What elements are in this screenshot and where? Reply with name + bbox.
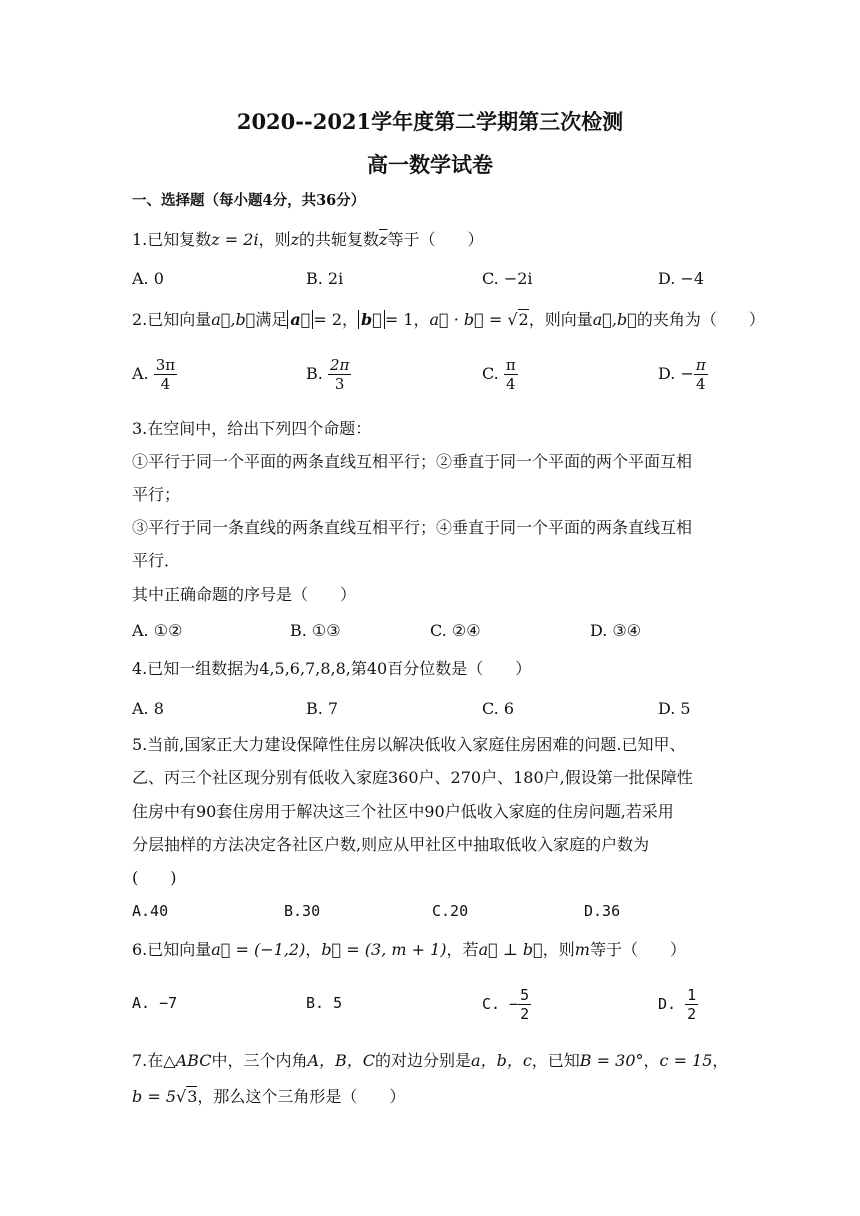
question-6-options [132, 986, 732, 1030]
option-c: C. $\frac{\pi}{4}$ [482, 356, 516, 393]
option-b: B. 5 [306, 994, 343, 1012]
question-2-stem: 2.已知向量a⃗,b⃗满足 a⃗ = 2， b⃗ = 1，a⃗ · b⃗ = √2，则向量a⃗,b⃗的夹角为（ ） [132, 310, 765, 329]
option-c: C. − $\frac{5}{2}$ [482, 986, 530, 1023]
section-heading: 一、选择题（每小题4分，共36分） [132, 192, 366, 209]
option-a: A. $\frac{3\pi}{4}$ [132, 356, 176, 393]
question-3-prompt: 其中正确命题的序号是（ ） [132, 585, 357, 604]
exam-subtitle: 高一数学试卷 [367, 152, 493, 177]
option-b: B. ①③ [290, 621, 341, 640]
option-d: D. −4 [658, 269, 705, 288]
option-b: B. 7 [306, 699, 339, 718]
question-5-stem: 5.当前,国家正大力建设保障性住房以解决低收入家庭住房困难的问题.已知甲、 [132, 735, 686, 754]
sqrt-3: 3 [187, 1087, 198, 1106]
question-5-line: ( ) [132, 868, 177, 887]
question-5-line: 住房中有90套住房用于解决这三个社区中90户低收入家庭的住房问题,若采用 [132, 802, 674, 821]
abs-a: a⃗ [287, 310, 313, 329]
question-7-stem: 7.在△ABC中，三个内角A，B，C的对边分别是a，b，c，已知B = 30°，c = 15， [132, 1051, 729, 1070]
question-3-line: 平行． [132, 551, 181, 570]
q1-expr: z = 2i [211, 230, 259, 249]
option-d: D. − $\frac{\pi}{4}$ [658, 356, 706, 393]
question-3-options [132, 621, 732, 655]
exam-title: 2020--2021学年度第二学期第三次检测 [236, 109, 624, 134]
option-b: B. $\frac{2\pi}{3}$ [306, 356, 350, 393]
z-conjugate: $\overline{z}$ [379, 230, 388, 249]
question-3-line: ③平行于同一条直线的两条直线互相平行；④垂直于同一个平面的两条直线互相 [132, 518, 693, 537]
option-b: B.30 [284, 902, 321, 920]
option-c: C. 6 [482, 699, 515, 718]
question-5-options [132, 902, 732, 936]
question-5-line: 分层抽样的方法决定各社区户数,则应从甲社区中抽取低收入家庭的户数为 [132, 835, 650, 854]
question-4-stem: 4.已知一组数据为4,5,6,7,8,8,第40百分位数是（ ） [132, 659, 532, 678]
option-c: C. −2i [482, 269, 533, 288]
question-1-options [132, 269, 732, 303]
option-d: D.36 [584, 902, 621, 920]
question-2-options [132, 356, 732, 400]
option-a: A. 0 [132, 269, 164, 288]
question-3-line: ①平行于同一个平面的两条直线互相平行；②垂直于同一个平面的两个平面互相 [132, 452, 693, 471]
question-3-line: 平行； [132, 485, 181, 504]
option-d: D. $\frac{1}{2}$ [658, 986, 697, 1023]
option-a: A. 8 [132, 699, 164, 718]
question-4-options [132, 699, 732, 733]
option-d: D. 5 [658, 699, 691, 718]
question-1-stem: 1.已知复数z = 2i，则z的共轭复数$\overline{z}$等于（ ） [132, 230, 484, 249]
option-a: A. ①② [132, 621, 183, 640]
question-3-stem: 3.在空间中，给出下列四个命题： [132, 419, 372, 438]
option-c: C.20 [432, 902, 469, 920]
option-a: A. −7 [132, 994, 178, 1012]
question-5-line: 乙、丙三个社区现分别有低收入家庭360户、270户、180户,假设第一批保障性 [132, 768, 693, 787]
option-d: D. ③④ [590, 621, 642, 640]
option-c: C. ②④ [430, 621, 481, 640]
sqrt-2: 2 [518, 310, 529, 329]
question-7-line: b = 5√3，那么这个三角形是（ ） [132, 1087, 406, 1106]
option-b: B. 2i [306, 269, 344, 288]
question-6-stem: 6.已知向量a⃗ = (−1,2)，b⃗ = (3, m + 1)，若a⃗ ⊥ b⃗，则m等于（ ） [132, 940, 686, 959]
option-a: A.40 [132, 902, 169, 920]
abs-b: b⃗ [358, 310, 385, 329]
